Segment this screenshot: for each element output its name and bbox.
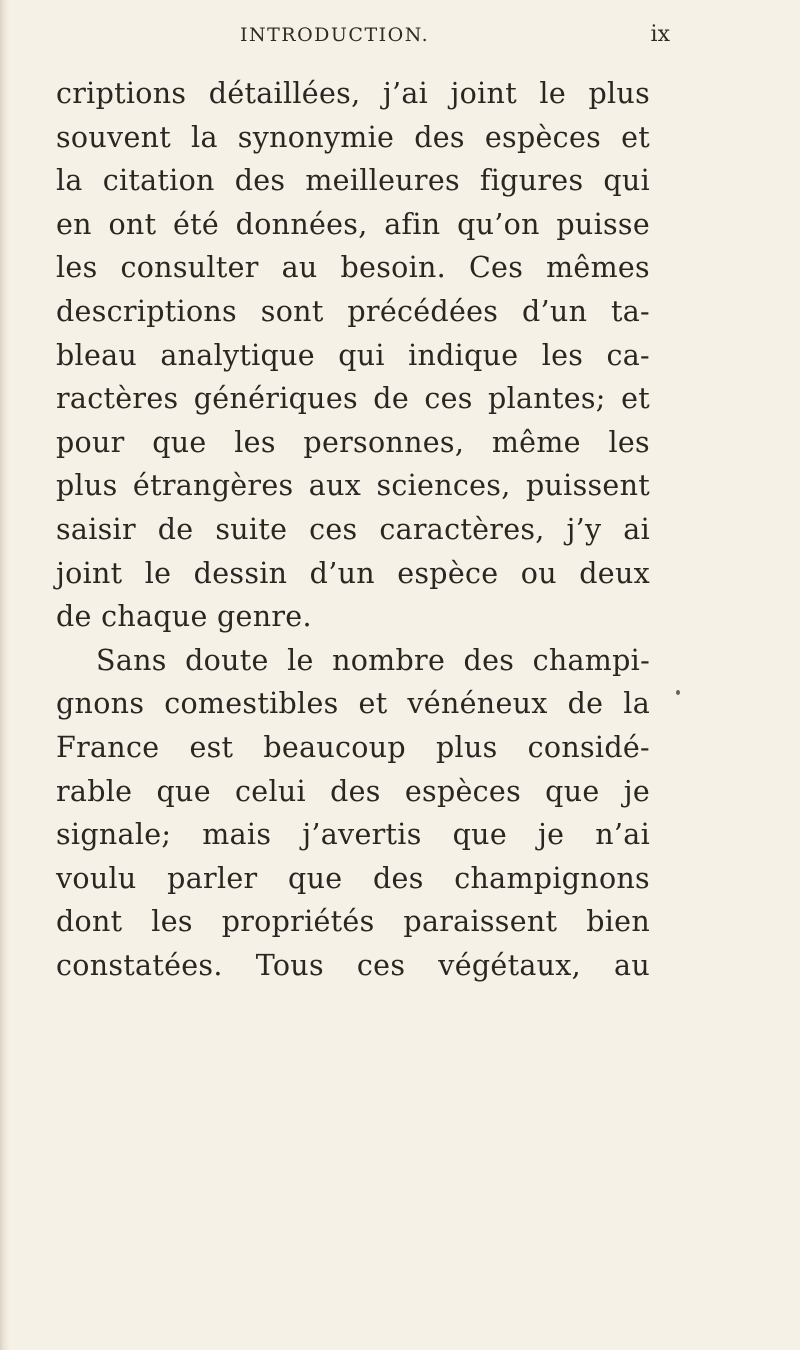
page-edge [0,0,10,1350]
text-line: joint le dessin d’un espèce ou deux [56,556,650,590]
text-line: en ont été données, afin qu’on puisse [56,207,650,241]
text-line: bleau analytique qui indique les ca- [56,338,650,372]
paragraph-1 [56,72,650,639]
text-line: souvent la synonymie des espèces et [56,120,650,154]
text-line: voulu parler que des champignons [56,861,650,895]
ink-speck [676,690,680,695]
paragraph-2 [56,639,650,988]
running-head [110,20,670,56]
text-line: plus étrangères aux sciences, puissent [56,469,650,503]
text-line: criptions détaillées, j’ai joint le plus [56,77,650,110]
text-line: pour que les personnes, même les [56,425,650,459]
text-line: Sans doute le nombre des champi- [96,643,650,677]
text-line: rable que celui des espèces que je [56,774,650,808]
text-line: descriptions sont précédées d’un ta- [56,294,650,328]
page-number: ix [650,22,670,47]
text-line: France est beaucoup plus considé- [56,730,650,764]
text-line: de chaque genre. [56,600,312,634]
text-line: les consulter au besoin. Ces mêmes [56,251,650,285]
body-text [56,72,650,987]
text-line: ractères génériques de ces plantes; et [56,382,650,416]
text-line: saisir de suite ces caractères, j’y ai [56,512,650,546]
text-line: constatées. Tous ces végétaux, au [56,948,650,982]
text-line: la citation des meilleures figures qui [56,164,650,198]
text-line: dont les propriétés paraissent bien [56,905,650,939]
text-line: gnons comestibles et vénéneux de la [56,687,650,721]
text-line: signale; mais j’avertis que je n’ai [56,818,650,852]
running-title: INTRODUCTION. [240,24,430,46]
